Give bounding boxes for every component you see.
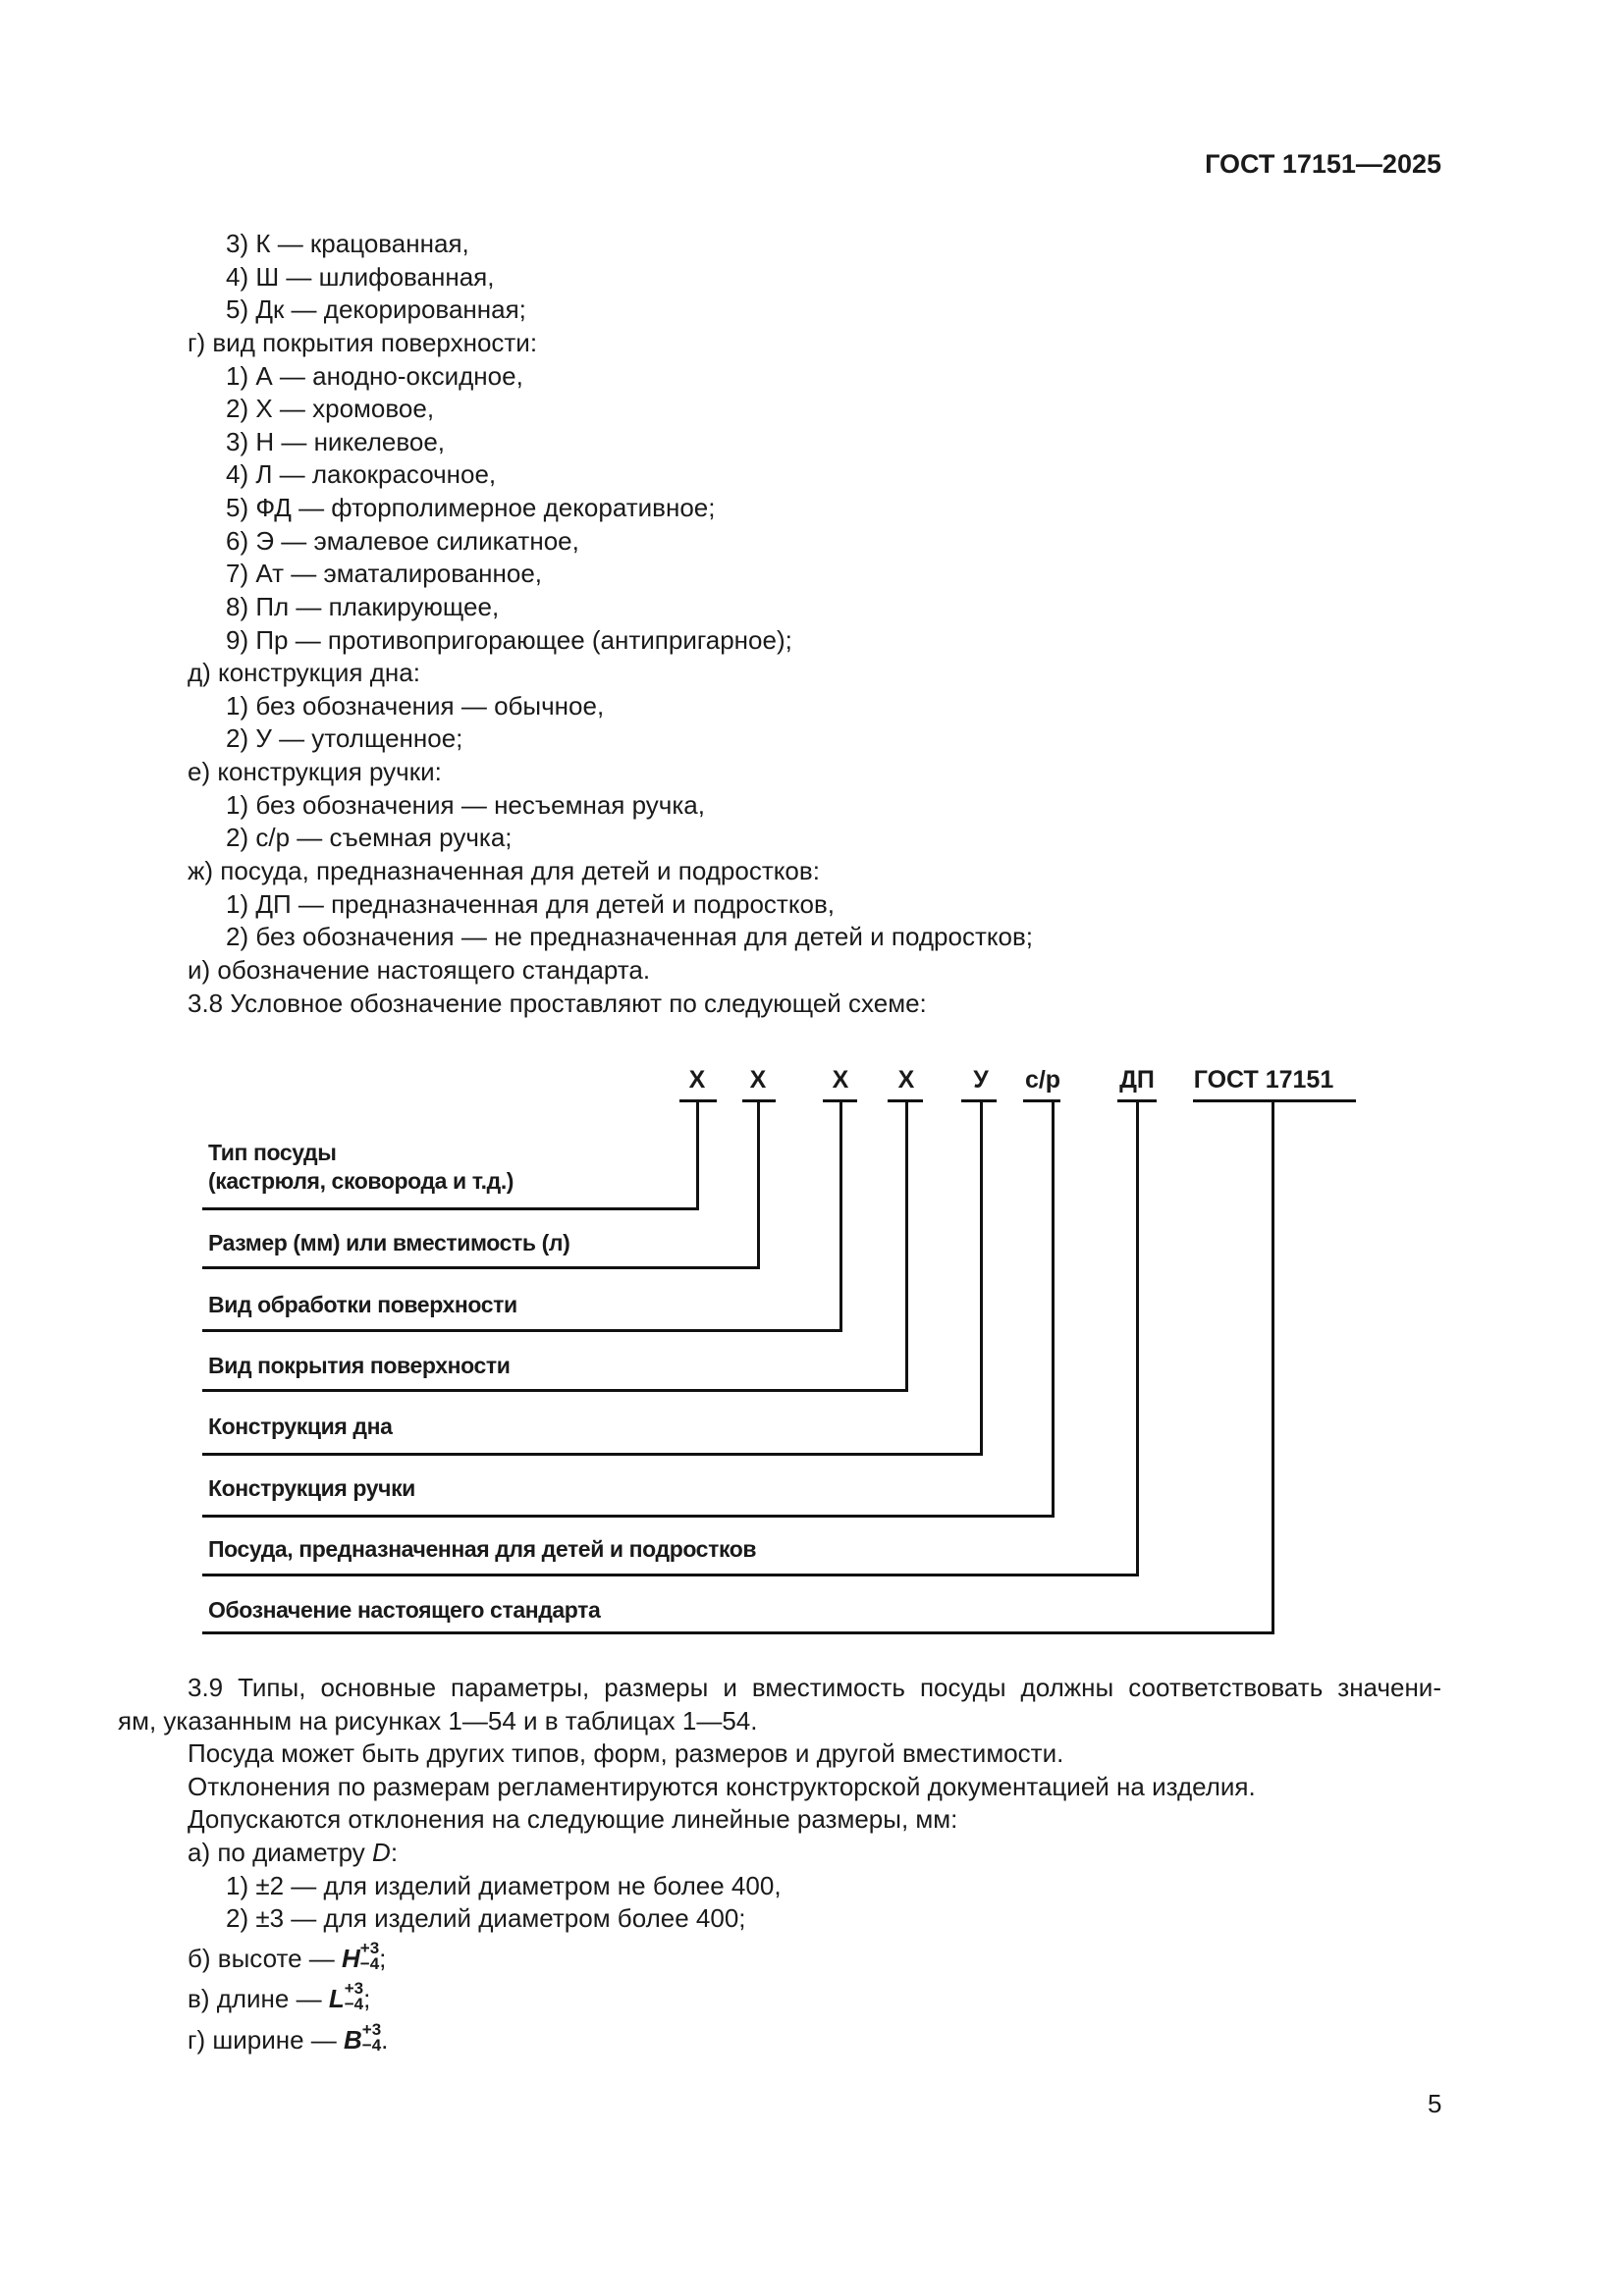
list-item: 4) Л — лакокрасочное,: [226, 459, 497, 489]
list-item: 8) Пл — плакирующее,: [226, 592, 500, 621]
label-line: [202, 1207, 699, 1210]
list-item: 1) без обозначения — обычное,: [226, 691, 605, 721]
label-line: [202, 1266, 760, 1269]
label-line: [202, 1515, 1055, 1518]
scheme-code: с/р: [1024, 1066, 1061, 1094]
list-item: д) конструкция дна:: [188, 658, 420, 687]
leader-line: [905, 1100, 908, 1391]
tolerance-height: б) высоте — H +3 −4 ;: [188, 1939, 387, 1974]
scheme-label: Вид обработки поверхности: [208, 1292, 517, 1317]
paragraph-line: Допускаются отклонения на следующие линейные размеры, мм:: [188, 1804, 958, 1834]
page-number: 5: [1428, 2089, 1442, 2118]
scheme-code: Х: [749, 1066, 767, 1094]
paragraph-line: Отклонения по размерам регламентируются конструкторской документацией на изделия.: [188, 1772, 1256, 1801]
leader-line: [980, 1100, 983, 1455]
scheme-label: Конструкция ручки: [208, 1475, 415, 1501]
list-item: е) конструкция ручки:: [188, 757, 442, 786]
label-line: [202, 1453, 983, 1456]
list-item: 2) ±3 — для изделий диаметром более 400;: [226, 1903, 746, 1933]
tolerance-width: г) ширине — B +3 −4 .: [188, 2020, 389, 2056]
scheme-label: Конструкция дна: [208, 1414, 393, 1439]
scheme-label: Обозначение настоящего стандарта: [208, 1597, 601, 1623]
scheme-code: Х: [897, 1066, 915, 1094]
document-header: ГОСТ 17151—2025: [1205, 149, 1441, 179]
list-item: 1) ДП — предназначенная для детей и подростков,: [226, 889, 835, 919]
list-item: 2) У — утолщенное;: [226, 723, 463, 753]
list-item: 1) ±2 — для изделий диаметром не более 400,: [226, 1871, 782, 1900]
label-line: [202, 1329, 842, 1332]
label-line: [202, 1574, 1139, 1576]
scheme-label: Посуда, предназначенная для детей и подростков: [208, 1536, 757, 1562]
scheme-label: (кастрюля, сковорода и т.д.): [208, 1168, 514, 1194]
leader-line: [1136, 1100, 1139, 1575]
leader-line: [1272, 1100, 1274, 1633]
list-item: 5) ФД — фторполимерное декоративное;: [226, 493, 716, 522]
paragraph-line: ям, указанным на рисунках 1—54 и в таблицах 1—54.: [118, 1706, 758, 1735]
tolerance-length: в) длине — L +3 −4 ;: [188, 1979, 371, 2014]
list-item: 5) Дк — декорированная;: [226, 294, 526, 324]
leader-line: [1052, 1100, 1055, 1517]
list-item: 3) К — крацованная,: [226, 229, 469, 258]
list-item: и) обозначение настоящего стандарта.: [188, 955, 651, 985]
code-underline: [961, 1099, 997, 1102]
diameter-symbol: D: [372, 1838, 391, 1867]
clause-3-8: 3.8 Условное обозначение проставляют по следующей схеме:: [188, 988, 927, 1018]
list-item: 1) без обозначения — несъемная ручка,: [226, 790, 705, 820]
list-item: 7) Ат — эматалированное,: [226, 559, 543, 588]
list-item: г) вид покрытия поверхности:: [188, 328, 538, 357]
list-item: 2) с/р — съемная ручка;: [226, 823, 513, 852]
paragraph-line: Посуда может быть других типов, форм, размеров и другой вместимости.: [188, 1738, 1064, 1768]
paragraph-line: 3.9 Типы, основные параметры, размеры и вместимость посуды должны соответствовать значени-: [188, 1673, 1441, 1702]
leader-line: [696, 1100, 699, 1209]
scheme-code: У: [973, 1066, 989, 1094]
scheme-code: Х: [688, 1066, 706, 1094]
scheme-code: Х: [832, 1066, 849, 1094]
label-line: [202, 1631, 1274, 1634]
list-item: 1) А — анодно-оксидное,: [226, 361, 523, 391]
list-item: 3) Н — никелевое,: [226, 427, 446, 456]
scheme-code: ГОСТ 17151: [1193, 1066, 1334, 1094]
leader-line: [757, 1100, 760, 1268]
list-item: 4) Ш — шлифованная,: [226, 262, 495, 292]
list-item: 6) Э — эмалевое силикатное,: [226, 526, 579, 556]
list-item: ж) посуда, предназначенная для детей и подростков:: [188, 856, 820, 885]
scheme-code: ДП: [1119, 1066, 1155, 1094]
list-item: 9) Пр — противопригорающее (антипригарное);: [226, 625, 792, 655]
label-line: [202, 1389, 908, 1392]
leader-line: [839, 1100, 842, 1331]
code-underline: [1193, 1099, 1356, 1102]
list-item: 2) без обозначения — не предназначенная для детей и подростков;: [226, 922, 1034, 951]
scheme-label: Вид покрытия поверхности: [208, 1353, 511, 1378]
code-underline: [1023, 1099, 1060, 1102]
list-item: а) по диаметру D:: [188, 1838, 399, 1867]
scheme-label: Тип посуды: [208, 1140, 337, 1165]
scheme-label: Размер (мм) или вместимость (л): [208, 1230, 570, 1255]
list-item: 2) Х — хромовое,: [226, 394, 435, 423]
